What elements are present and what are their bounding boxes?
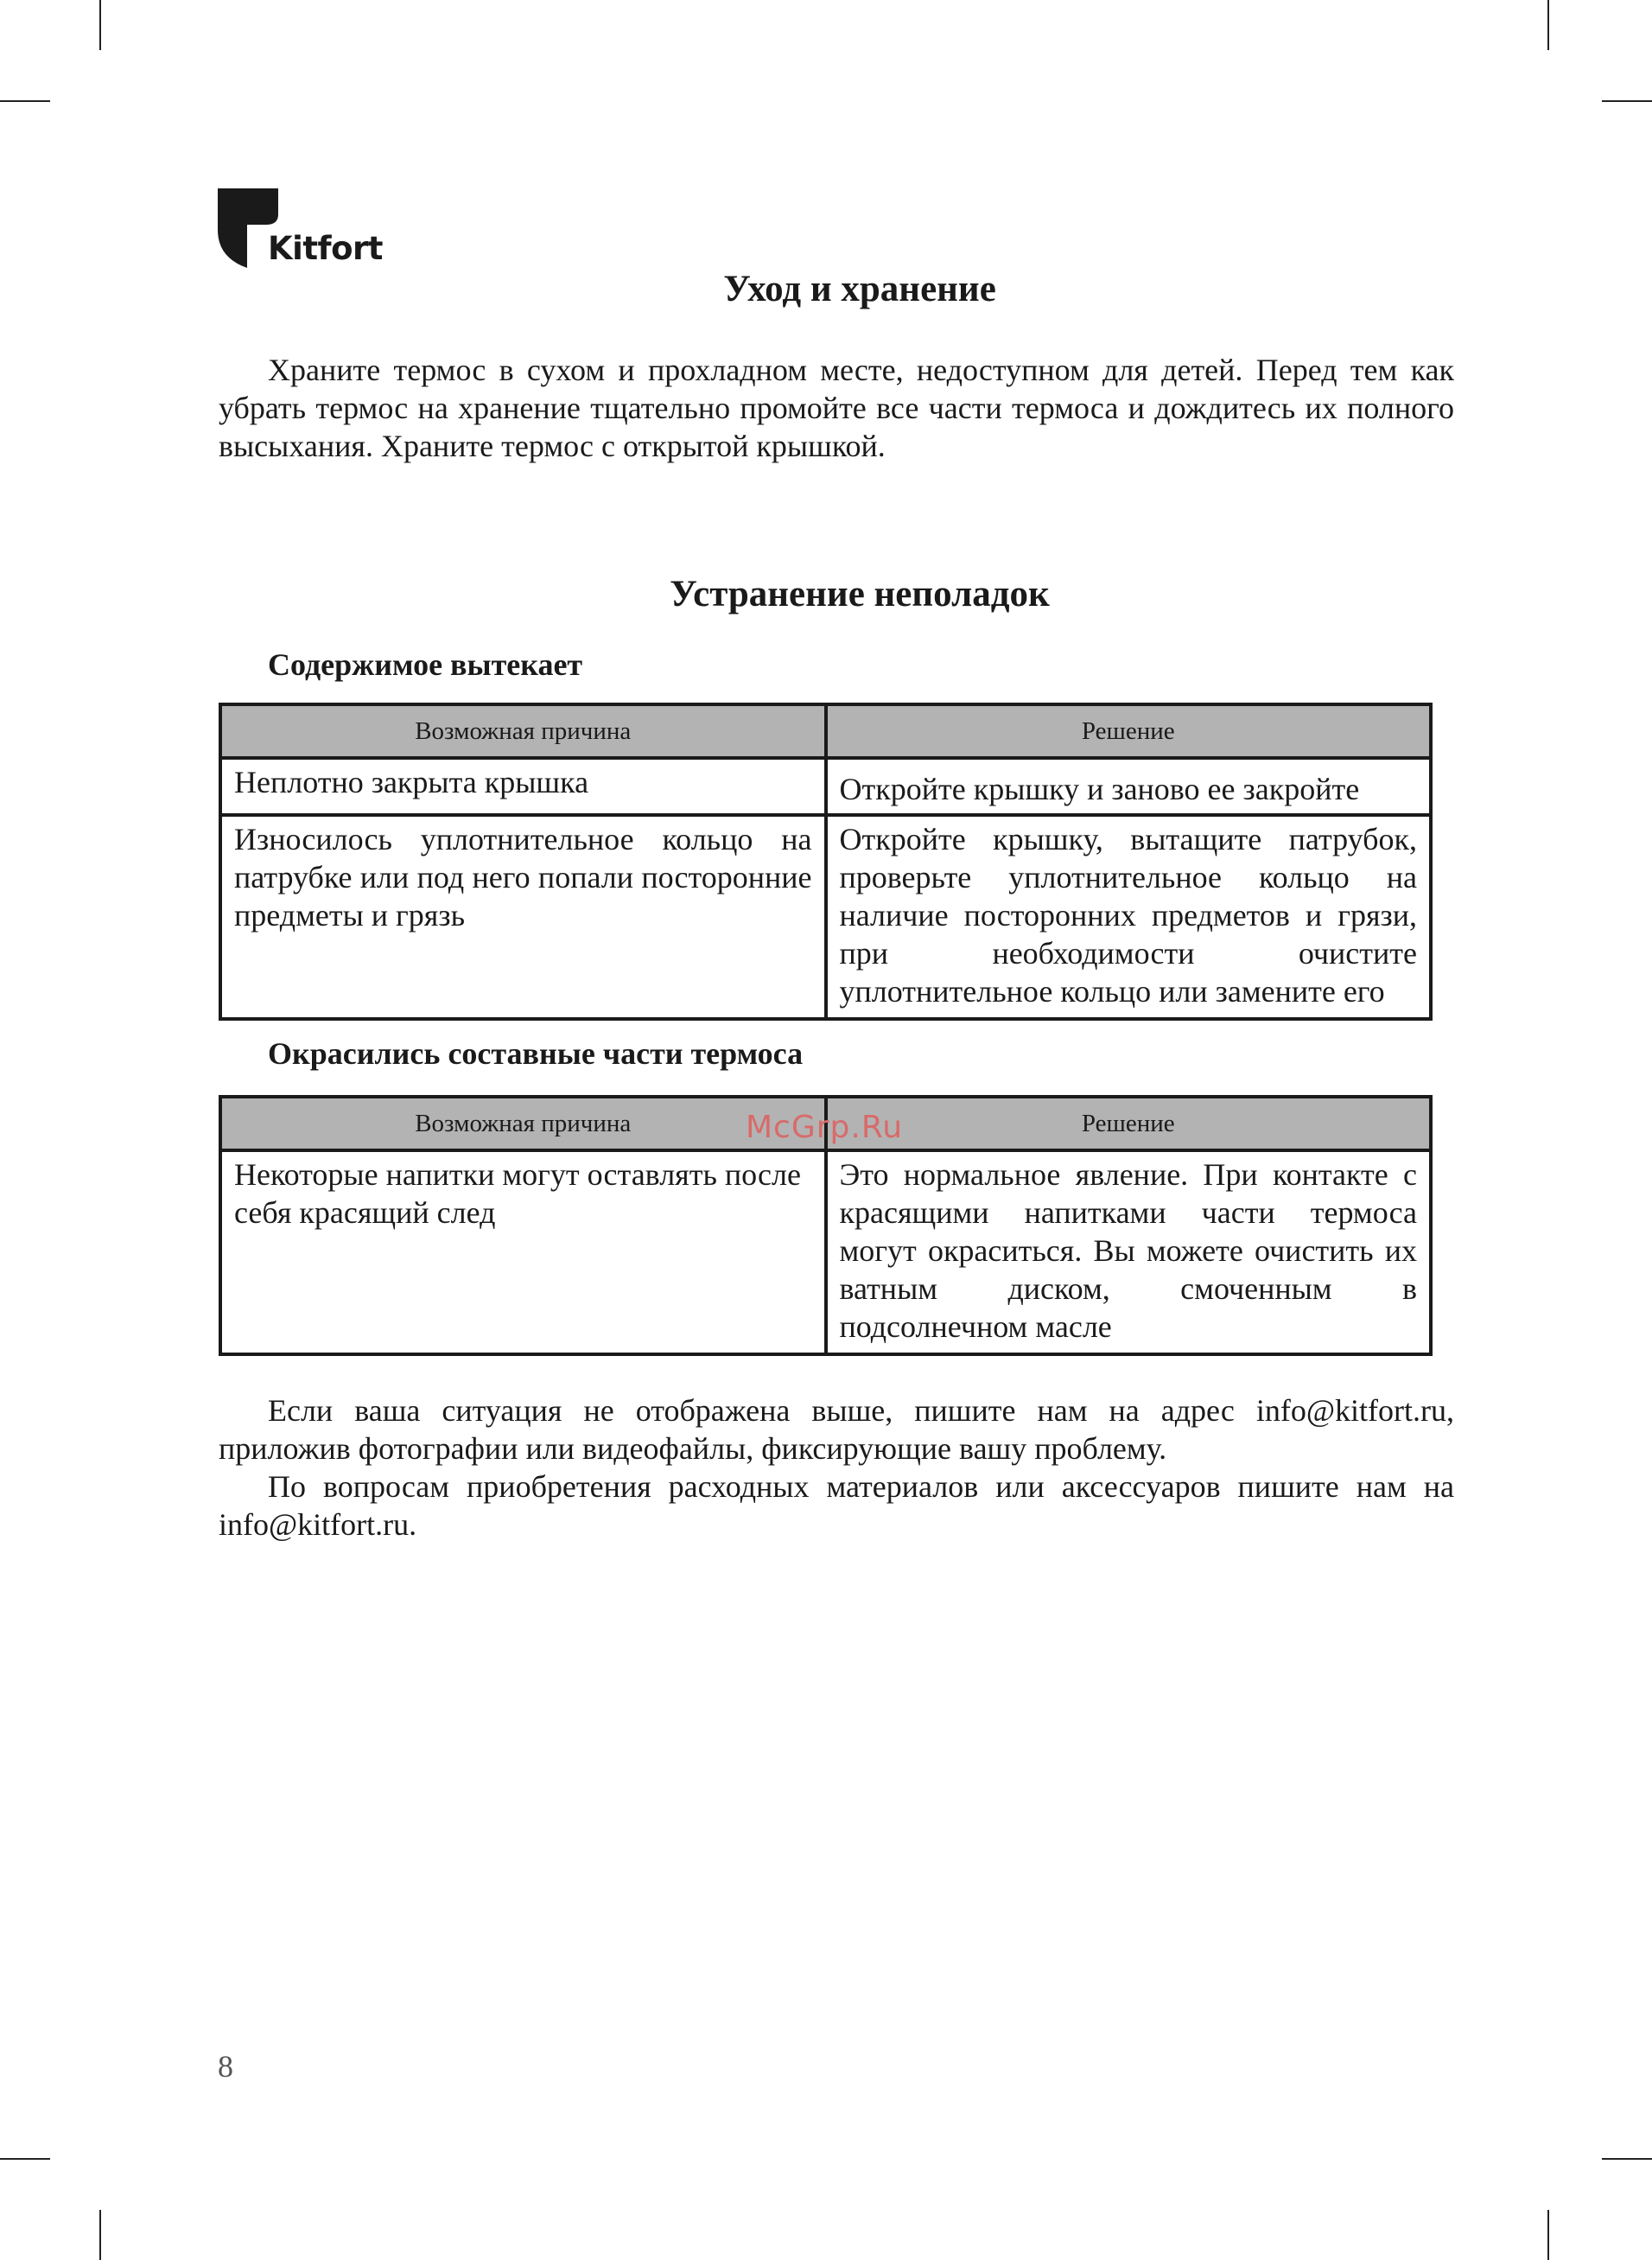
kitfort-logo bbox=[218, 188, 391, 275]
crop-mark bbox=[1547, 0, 1549, 50]
crop-mark bbox=[1602, 2158, 1652, 2160]
care-title: Уход и хранение bbox=[723, 269, 996, 309]
column-header-cause: Возможная причина bbox=[220, 704, 826, 758]
column-header-solution: Решение bbox=[826, 704, 1432, 758]
crop-mark bbox=[99, 0, 101, 50]
cause-cell: Некоторые напитки могут оставлять после себя красящий след bbox=[220, 1150, 826, 1354]
table-header-row bbox=[220, 704, 1431, 758]
solution-cell: Это нормальное явление. При контакте с красящими напитками части термоса могут окраситься. Вы можете очистить их ватным диском, смоченным в подсолнечном масле bbox=[826, 1150, 1432, 1354]
care-text: Храните термос в сухом и прохладном месте, недоступном для детей. Перед тем как убрать термос на хранение тщательно промойте все части термоса и дождитесь их полного высыхания. Храните термос с открытой крышкой. bbox=[219, 353, 1454, 463]
cause-cell: Неплотно закрыта крышка bbox=[220, 758, 826, 815]
column-header-solution: Решение bbox=[826, 1097, 1432, 1150]
troubleshooting-title: Устранение неполадок bbox=[670, 574, 1050, 614]
cause-cell: Износилось уплотнительное кольцо на патрубке или под него попали посторонние предметы и грязь bbox=[220, 815, 826, 1019]
solution-cell: Откройте крышку, вытащите патрубок, проверьте уплотнительное кольцо на наличие посторонних предметов и грязи, при необходимости очистите уплотнительное кольцо или замените его bbox=[826, 815, 1432, 1019]
column-header-cause: Возможная причина bbox=[220, 1097, 826, 1150]
page-number: 8 bbox=[218, 2049, 233, 2084]
watermark: McGrp.Ru bbox=[746, 1110, 904, 1145]
section-heading-stain: Окрасились составные части термоса bbox=[268, 1036, 804, 1071]
crop-mark bbox=[1547, 2210, 1549, 2260]
accessories-text: По вопросам приобретения расходных материалов или аксессуаров пишите нам на info@kitfort.ru. bbox=[219, 1469, 1454, 1542]
crop-mark bbox=[0, 2158, 50, 2160]
table-leak bbox=[219, 703, 1433, 1021]
table-row bbox=[220, 815, 1431, 1019]
contact-text: Если ваша ситуация не отображена выше, пишите нам на адрес info@kitfort.ru, приложив фотографии или видеофайлы, фиксирующие вашу проблему. bbox=[219, 1393, 1454, 1466]
crop-mark bbox=[1602, 100, 1652, 102]
crop-mark bbox=[0, 100, 50, 102]
solution-cell: Откройте крышку и заново ее закройте bbox=[826, 758, 1432, 815]
crop-mark bbox=[99, 2210, 101, 2260]
table-row bbox=[220, 758, 1431, 815]
section-heading-leak: Содержимое вытекает bbox=[268, 647, 583, 682]
table-row bbox=[220, 1150, 1431, 1354]
brand-name: Kitfort bbox=[268, 230, 383, 267]
